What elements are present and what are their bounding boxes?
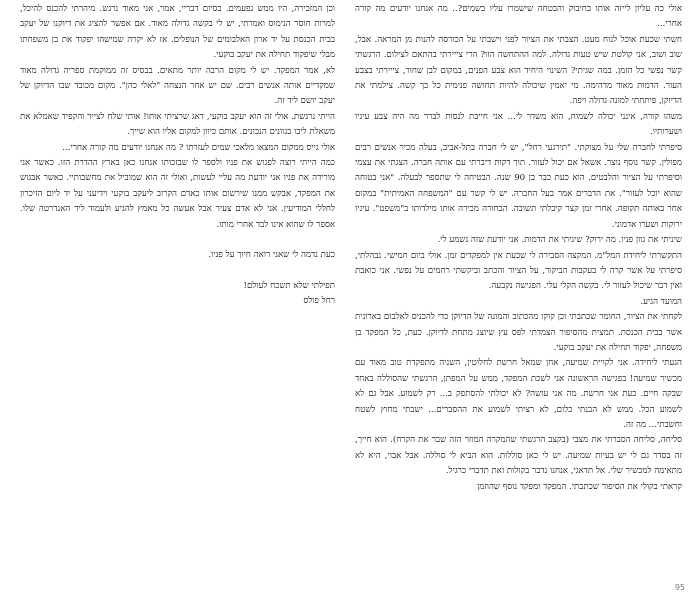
- paragraph: המועד הגיע.: [640, 296, 682, 307]
- paragraph: שיניתי את גוון פניו. מה ירוק? שיניתי את הדמות. אני יודעת שזה נשמע לי.: [437, 235, 682, 246]
- paragraph-spacer: [20, 264, 335, 279]
- paragraph: לקחתי את הציור, החומר שכתבתי וכן קוקו מהכתוב והמונה של הדיוקן כדי להכניס לאלבום בארונית אשר בבית הכנסת. תמצית מהסיפור הצמדתי לפס עץ שיוצג מתחת לדיוקן. כעת, כל המפקד בן משפחה, יפקוד תחילה את יעקב בוקעי.: [355, 312, 682, 353]
- paragraph-spacer: [20, 233, 335, 248]
- paragraph: התקשרתי ליחידת המל"מ. המקצה הסבירה לי שכעת אין למפקדים זמן. אולי ביום חמישי. נבהלתי, סיפרתי על אשר קרה לי בעקבות הביקור, על הציור והכתב וביקשתי רחמים על נפשי. אני כואבת ואין דבר שיכול לעזור לי. בקשה הקלי עלי. הפגישה נקבעה.: [355, 250, 682, 292]
- paragraph: קראתי בקולי את הסיפור שכתבתי. המפקד ומפקד נוסף שהוזמן: [477, 481, 682, 492]
- closing-line: כעת נדמה לי שאני רואה חיוך על פניו.: [208, 250, 335, 261]
- paragraph: הייתי נרגשת. אולי זה הוא יעקב בוקעי, דאג שרציתי אותו! אותי שלח לצייר והקפיד שאמלא את משאלת ליבו בגוונים הנכונים. אותם כיוון למקום אליו הוא שייך.: [20, 111, 335, 138]
- paragraph: אולי כה עליון לייזה אותו בחיבוק והבטחה שישמרו עליו בשמים?.. מה אנחנו יודעים מה קורה אחרי...: [355, 4, 682, 30]
- right-text-column: [355, 2, 682, 495]
- paragraph: הגעתי ליחידה. אני לקויית שמיעה, אחן שמאל חרשת לחלוטין, השניה מתפקדת טוב מאוד עם מכשיר שמיעה! בפגישה הראשונה אני לשכת המפקד, ממש על המפתן, הרגשתי שהסוללה באחד שבקה חיים. כעת אני חרשת. מה אני עושה? לא יכולתי להסתפק ב... רק לשמוע. אבל גם לא לשמוע הכל. ממש לא הבנתי כלום, לא רציתי לשמוע את ההסברים... ישבתי מחוץ לשטח וחשבתי... מה זה.: [355, 358, 682, 430]
- paragraph: וכן המזכירה, היו ממש נפעמים. בסיום דבריי, אמר, אני מאוד נרגש. מיהרתי להכנס להיכל, למרות חוסר הנימוס ואמרתי, יש לי בקשה גדולה מאוד. אם אפשר להציג את דיוקנו של יעקב בבית הכנסת על יד ארון האלבומים של הנופלים. אז לא יקרה שמישהו יפקוד את בן משפחתו מבלי שיפקוד תחילה את יעקב בוקעי.: [20, 4, 335, 61]
- signature-block: [20, 279, 335, 310]
- page-number: 95: [674, 583, 685, 592]
- left-text-column: [20, 2, 335, 309]
- paragraph: חשתי שכעת אוכל לנוח מעט. הצבתי את הציור לפני וישבתי על הכורסה להנות מן המראה. אבל, שוב ושוב, אני קולטת שיש טעות גדולה. למה ההתחשה הזו? הרי צייירתי בהתאם לצילום. הרגשתי קשר נפשי כל הזמן. במה שגיתי? השינוי היחיד הוא צבע הפנים, במקום לבן שחור, צייירתי בצבע העור. הדמות מאוד מדהימה. מי יאמין שיכולה להיות תחושה פנימית כל כך קשה. צילמתי את הדיוקן, פיתחתי למונה גדולה ויפה.: [355, 34, 682, 107]
- closing-prayer: תפילתי שלא תשכח לעולם! רחל פולס: [243, 280, 335, 306]
- paragraph: לא, אמר המפקד. יש לי מקום הרבה יותר מתאים. בבסיס זה ממוקמת ספריה גדולה מאוד שמקדיים אותה אנשים רבים. שם יש אחר הנצחה "לאלי כהן". מקום מכובד שבו הדיוקן של יעקב יושם ליד זה.: [20, 65, 335, 107]
- paragraph: סליחה, סליחה הסברתי את מצבי (בקצב הרגשתי שהמקרה המוזר הזה שבר את הקרח). הוא חייך, זה בסדר גם לי יש בעיות שמיעה. יש לי כאן סוללות. הוא הביא לי סוללה. אבל אבוי, היא לא מתאימה למכשיר שלי. אל תדאגי, אנחנו נדבר בקולות ואת תדברי כרגיל.: [355, 435, 682, 477]
- paragraph: משהו קורה, אינני יכולה לשמוח, הוא משדר לי... אני חייבת לנסות לברר מה היה צבע עיניו ושערותיו.: [355, 111, 682, 138]
- paragraph: סיפרתי לחברה שלי על מצוקתי. "תירגעי רחל", יש לי חברה בתל-אביב, בעלה מכיר אנשים רבים מפולין. קשר נוסף נוצר. אשאל אם יכול לעזור. תוך דקות דיברתי עם אותה חברה. הצגתי את עצמי וסיפרתי על הציור והלבטים. הוא כעת כבר בן 90 שנה. הבטיחה לי שתספר לבעלה. "אני בטוחה שהוא יוכל לעזור". את הדברים אמר בעל החברה. יש לי קשר עם "המשפחה האמיתית" במקום אחר באותה תקופה. אחרי זמן קצר קיבלתי תשובה. הבחורה מכירה אותו מילדותו ב"משפט". עיניו ירוקות ושערו אדמוני.: [355, 142, 682, 230]
- paragraph: כמה הייתי רוצה לפגוש את פניו ולספר לו שבזכותו אנחנו כאן בארץ ההדרת הזו. כאשר אני מורידה את פניו אני יודעת מה עליי לעשות, ואולי זה הוא שמוביל את מחשבותיי. כאשר אבגוש את המפקד, אבקש ממנו שירשום אותו כאדם הקרוב ליעקב בוקעי וידיעני על יד ליום הזיכרון לחללי המודיעין. אני לא אדם צעיר אבל אעשה כל מאמץ להגיע ולעמוד ליד האנדרטה שלו. אספר לו שהוא אינו לבד אחרי מותו.: [20, 158, 335, 230]
- paragraph: אולי גייס ממקום המצאו מלאכי שמים לעזרתו ? מה אנחנו יודעים מה קורה אחרי...: [62, 142, 335, 153]
